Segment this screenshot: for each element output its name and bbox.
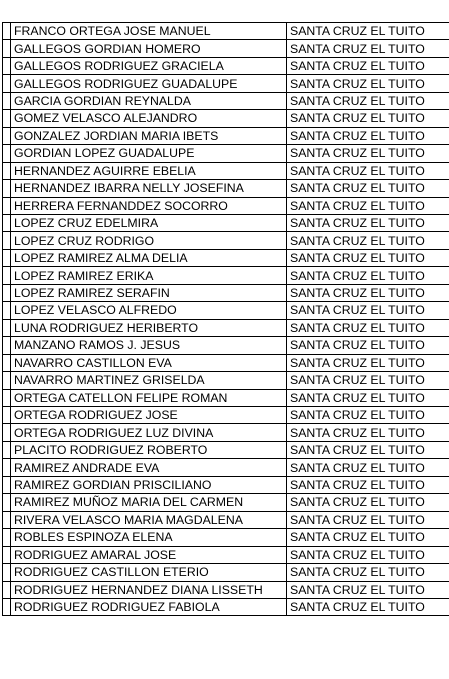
table-row	[3, 511, 449, 528]
row-gutter-cell	[3, 494, 11, 511]
row-gutter-cell	[3, 57, 11, 74]
name-cell: GALLEGOS RODRIGUEZ GUADALUPE	[11, 75, 287, 92]
table-row	[3, 92, 449, 109]
row-gutter-cell	[3, 598, 11, 615]
name-cell: GALLEGOS RODRIGUEZ GRACIELA	[11, 57, 287, 74]
row-gutter-cell	[3, 162, 11, 179]
name-cell: RODRIGUEZ AMARAL JOSE	[11, 546, 287, 563]
roster-table	[2, 22, 449, 616]
name-cell: GARCIA GORDIAN REYNALDA	[11, 92, 287, 109]
locality-cell: SANTA CRUZ EL TUITO	[287, 319, 449, 336]
locality-cell: SANTA CRUZ EL TUITO	[287, 127, 449, 144]
row-gutter-cell	[3, 389, 11, 406]
row-gutter-cell	[3, 511, 11, 528]
name-cell: RAMIREZ MUÑOZ MARIA DEL CARMEN	[11, 494, 287, 511]
locality-cell: SANTA CRUZ EL TUITO	[287, 406, 449, 423]
name-cell: NAVARRO MARTINEZ GRISELDA	[11, 372, 287, 389]
row-gutter-cell	[3, 564, 11, 581]
table-row	[3, 319, 449, 336]
name-cell: NAVARRO CASTILLON EVA	[11, 354, 287, 371]
name-cell: LOPEZ RAMIREZ ERIKA	[11, 267, 287, 284]
row-gutter-cell	[3, 40, 11, 57]
locality-cell: SANTA CRUZ EL TUITO	[287, 372, 449, 389]
row-gutter-cell	[3, 546, 11, 563]
row-gutter-cell	[3, 92, 11, 109]
row-gutter-cell	[3, 110, 11, 127]
name-cell: HERNANDEZ IBARRA NELLY JOSEFINA	[11, 180, 287, 197]
locality-cell: SANTA CRUZ EL TUITO	[287, 267, 449, 284]
name-cell: RODRIGUEZ CASTILLON ETERIO	[11, 564, 287, 581]
locality-cell: SANTA CRUZ EL TUITO	[287, 180, 449, 197]
table-row	[3, 389, 449, 406]
row-gutter-cell	[3, 372, 11, 389]
row-gutter-cell	[3, 476, 11, 493]
spreadsheet-page	[0, 22, 449, 616]
name-cell: RIVERA VELASCO MARIA MAGDALENA	[11, 511, 287, 528]
table-row	[3, 424, 449, 441]
row-gutter-cell	[3, 180, 11, 197]
locality-cell: SANTA CRUZ EL TUITO	[287, 441, 449, 458]
table-row	[3, 598, 449, 615]
name-cell: ORTEGA CATELLON FELIPE ROMAN	[11, 389, 287, 406]
name-cell: ROBLES ESPINOZA ELENA	[11, 529, 287, 546]
row-gutter-cell	[3, 441, 11, 458]
table-row	[3, 249, 449, 266]
table-row	[3, 529, 449, 546]
table-row	[3, 494, 449, 511]
row-gutter-cell	[3, 214, 11, 231]
locality-cell: SANTA CRUZ EL TUITO	[287, 284, 449, 301]
locality-cell: SANTA CRUZ EL TUITO	[287, 302, 449, 319]
name-cell: HERRERA FERNANDDEZ SOCORRO	[11, 197, 287, 214]
locality-cell: SANTA CRUZ EL TUITO	[287, 459, 449, 476]
locality-cell: SANTA CRUZ EL TUITO	[287, 145, 449, 162]
table-row	[3, 406, 449, 423]
table-row	[3, 267, 449, 284]
locality-cell: SANTA CRUZ EL TUITO	[287, 75, 449, 92]
table-row	[3, 337, 449, 354]
table-row	[3, 197, 449, 214]
name-cell: LOPEZ VELASCO ALFREDO	[11, 302, 287, 319]
locality-cell: SANTA CRUZ EL TUITO	[287, 214, 449, 231]
row-gutter-cell	[3, 145, 11, 162]
name-cell: LOPEZ RAMIREZ ALMA DELIA	[11, 249, 287, 266]
roster-table-body	[3, 23, 449, 616]
name-cell: LOPEZ RAMIREZ SERAFIN	[11, 284, 287, 301]
table-row	[3, 302, 449, 319]
locality-cell: SANTA CRUZ EL TUITO	[287, 110, 449, 127]
name-cell: PLACITO RODRIGUEZ ROBERTO	[11, 441, 287, 458]
name-cell: LOPEZ CRUZ EDELMIRA	[11, 214, 287, 231]
name-cell: MANZANO RAMOS J. JESUS	[11, 337, 287, 354]
name-cell: LUNA RODRIGUEZ HERIBERTO	[11, 319, 287, 336]
locality-cell: SANTA CRUZ EL TUITO	[287, 249, 449, 266]
table-row	[3, 546, 449, 563]
locality-cell: SANTA CRUZ EL TUITO	[287, 546, 449, 563]
name-cell: GONZALEZ JORDIAN MARIA IBETS	[11, 127, 287, 144]
row-gutter-cell	[3, 75, 11, 92]
table-row	[3, 23, 449, 40]
locality-cell: SANTA CRUZ EL TUITO	[287, 476, 449, 493]
locality-cell: SANTA CRUZ EL TUITO	[287, 337, 449, 354]
row-gutter-cell	[3, 354, 11, 371]
locality-cell: SANTA CRUZ EL TUITO	[287, 197, 449, 214]
name-cell: RODRIGUEZ HERNANDEZ DIANA LISSETH	[11, 581, 287, 598]
locality-cell: SANTA CRUZ EL TUITO	[287, 232, 449, 249]
locality-cell: SANTA CRUZ EL TUITO	[287, 23, 449, 40]
table-row	[3, 40, 449, 57]
locality-cell: SANTA CRUZ EL TUITO	[287, 511, 449, 528]
row-gutter-cell	[3, 127, 11, 144]
name-cell: RAMIREZ GORDIAN PRISCILIANO	[11, 476, 287, 493]
locality-cell: SANTA CRUZ EL TUITO	[287, 40, 449, 57]
row-gutter-cell	[3, 232, 11, 249]
table-row	[3, 110, 449, 127]
locality-cell: SANTA CRUZ EL TUITO	[287, 494, 449, 511]
locality-cell: SANTA CRUZ EL TUITO	[287, 424, 449, 441]
name-cell: ORTEGA RODRIGUEZ JOSE	[11, 406, 287, 423]
row-gutter-cell	[3, 302, 11, 319]
row-gutter-cell	[3, 459, 11, 476]
row-gutter-cell	[3, 319, 11, 336]
table-row	[3, 564, 449, 581]
locality-cell: SANTA CRUZ EL TUITO	[287, 564, 449, 581]
name-cell: RODRIGUEZ RODRIGUEZ FABIOLA	[11, 598, 287, 615]
table-row	[3, 57, 449, 74]
name-cell: ORTEGA RODRIGUEZ LUZ DIVINA	[11, 424, 287, 441]
locality-cell: SANTA CRUZ EL TUITO	[287, 92, 449, 109]
table-row	[3, 459, 449, 476]
table-row	[3, 127, 449, 144]
locality-cell: SANTA CRUZ EL TUITO	[287, 354, 449, 371]
locality-cell: SANTA CRUZ EL TUITO	[287, 57, 449, 74]
row-gutter-cell	[3, 529, 11, 546]
table-row	[3, 214, 449, 231]
name-cell: LOPEZ CRUZ RODRIGO	[11, 232, 287, 249]
table-row	[3, 354, 449, 371]
row-gutter-cell	[3, 406, 11, 423]
name-cell: HERNANDEZ AGUIRRE EBELIA	[11, 162, 287, 179]
row-gutter-cell	[3, 284, 11, 301]
name-cell: RAMIREZ ANDRADE EVA	[11, 459, 287, 476]
row-gutter-cell	[3, 249, 11, 266]
table-row	[3, 372, 449, 389]
name-cell: GOMEZ VELASCO ALEJANDRO	[11, 110, 287, 127]
table-row	[3, 441, 449, 458]
row-gutter-cell	[3, 337, 11, 354]
locality-cell: SANTA CRUZ EL TUITO	[287, 389, 449, 406]
locality-cell: SANTA CRUZ EL TUITO	[287, 598, 449, 615]
row-gutter-cell	[3, 424, 11, 441]
table-row	[3, 284, 449, 301]
table-row	[3, 180, 449, 197]
locality-cell: SANTA CRUZ EL TUITO	[287, 581, 449, 598]
row-gutter-cell	[3, 197, 11, 214]
table-row	[3, 75, 449, 92]
table-row	[3, 162, 449, 179]
locality-cell: SANTA CRUZ EL TUITO	[287, 529, 449, 546]
table-row	[3, 476, 449, 493]
table-row	[3, 145, 449, 162]
name-cell: GORDIAN LOPEZ GUADALUPE	[11, 145, 287, 162]
table-row	[3, 232, 449, 249]
row-gutter-cell	[3, 23, 11, 40]
row-gutter-cell	[3, 267, 11, 284]
row-gutter-cell	[3, 581, 11, 598]
table-row	[3, 581, 449, 598]
locality-cell: SANTA CRUZ EL TUITO	[287, 162, 449, 179]
name-cell: GALLEGOS GORDIAN HOMERO	[11, 40, 287, 57]
name-cell: FRANCO ORTEGA JOSE MANUEL	[11, 23, 287, 40]
